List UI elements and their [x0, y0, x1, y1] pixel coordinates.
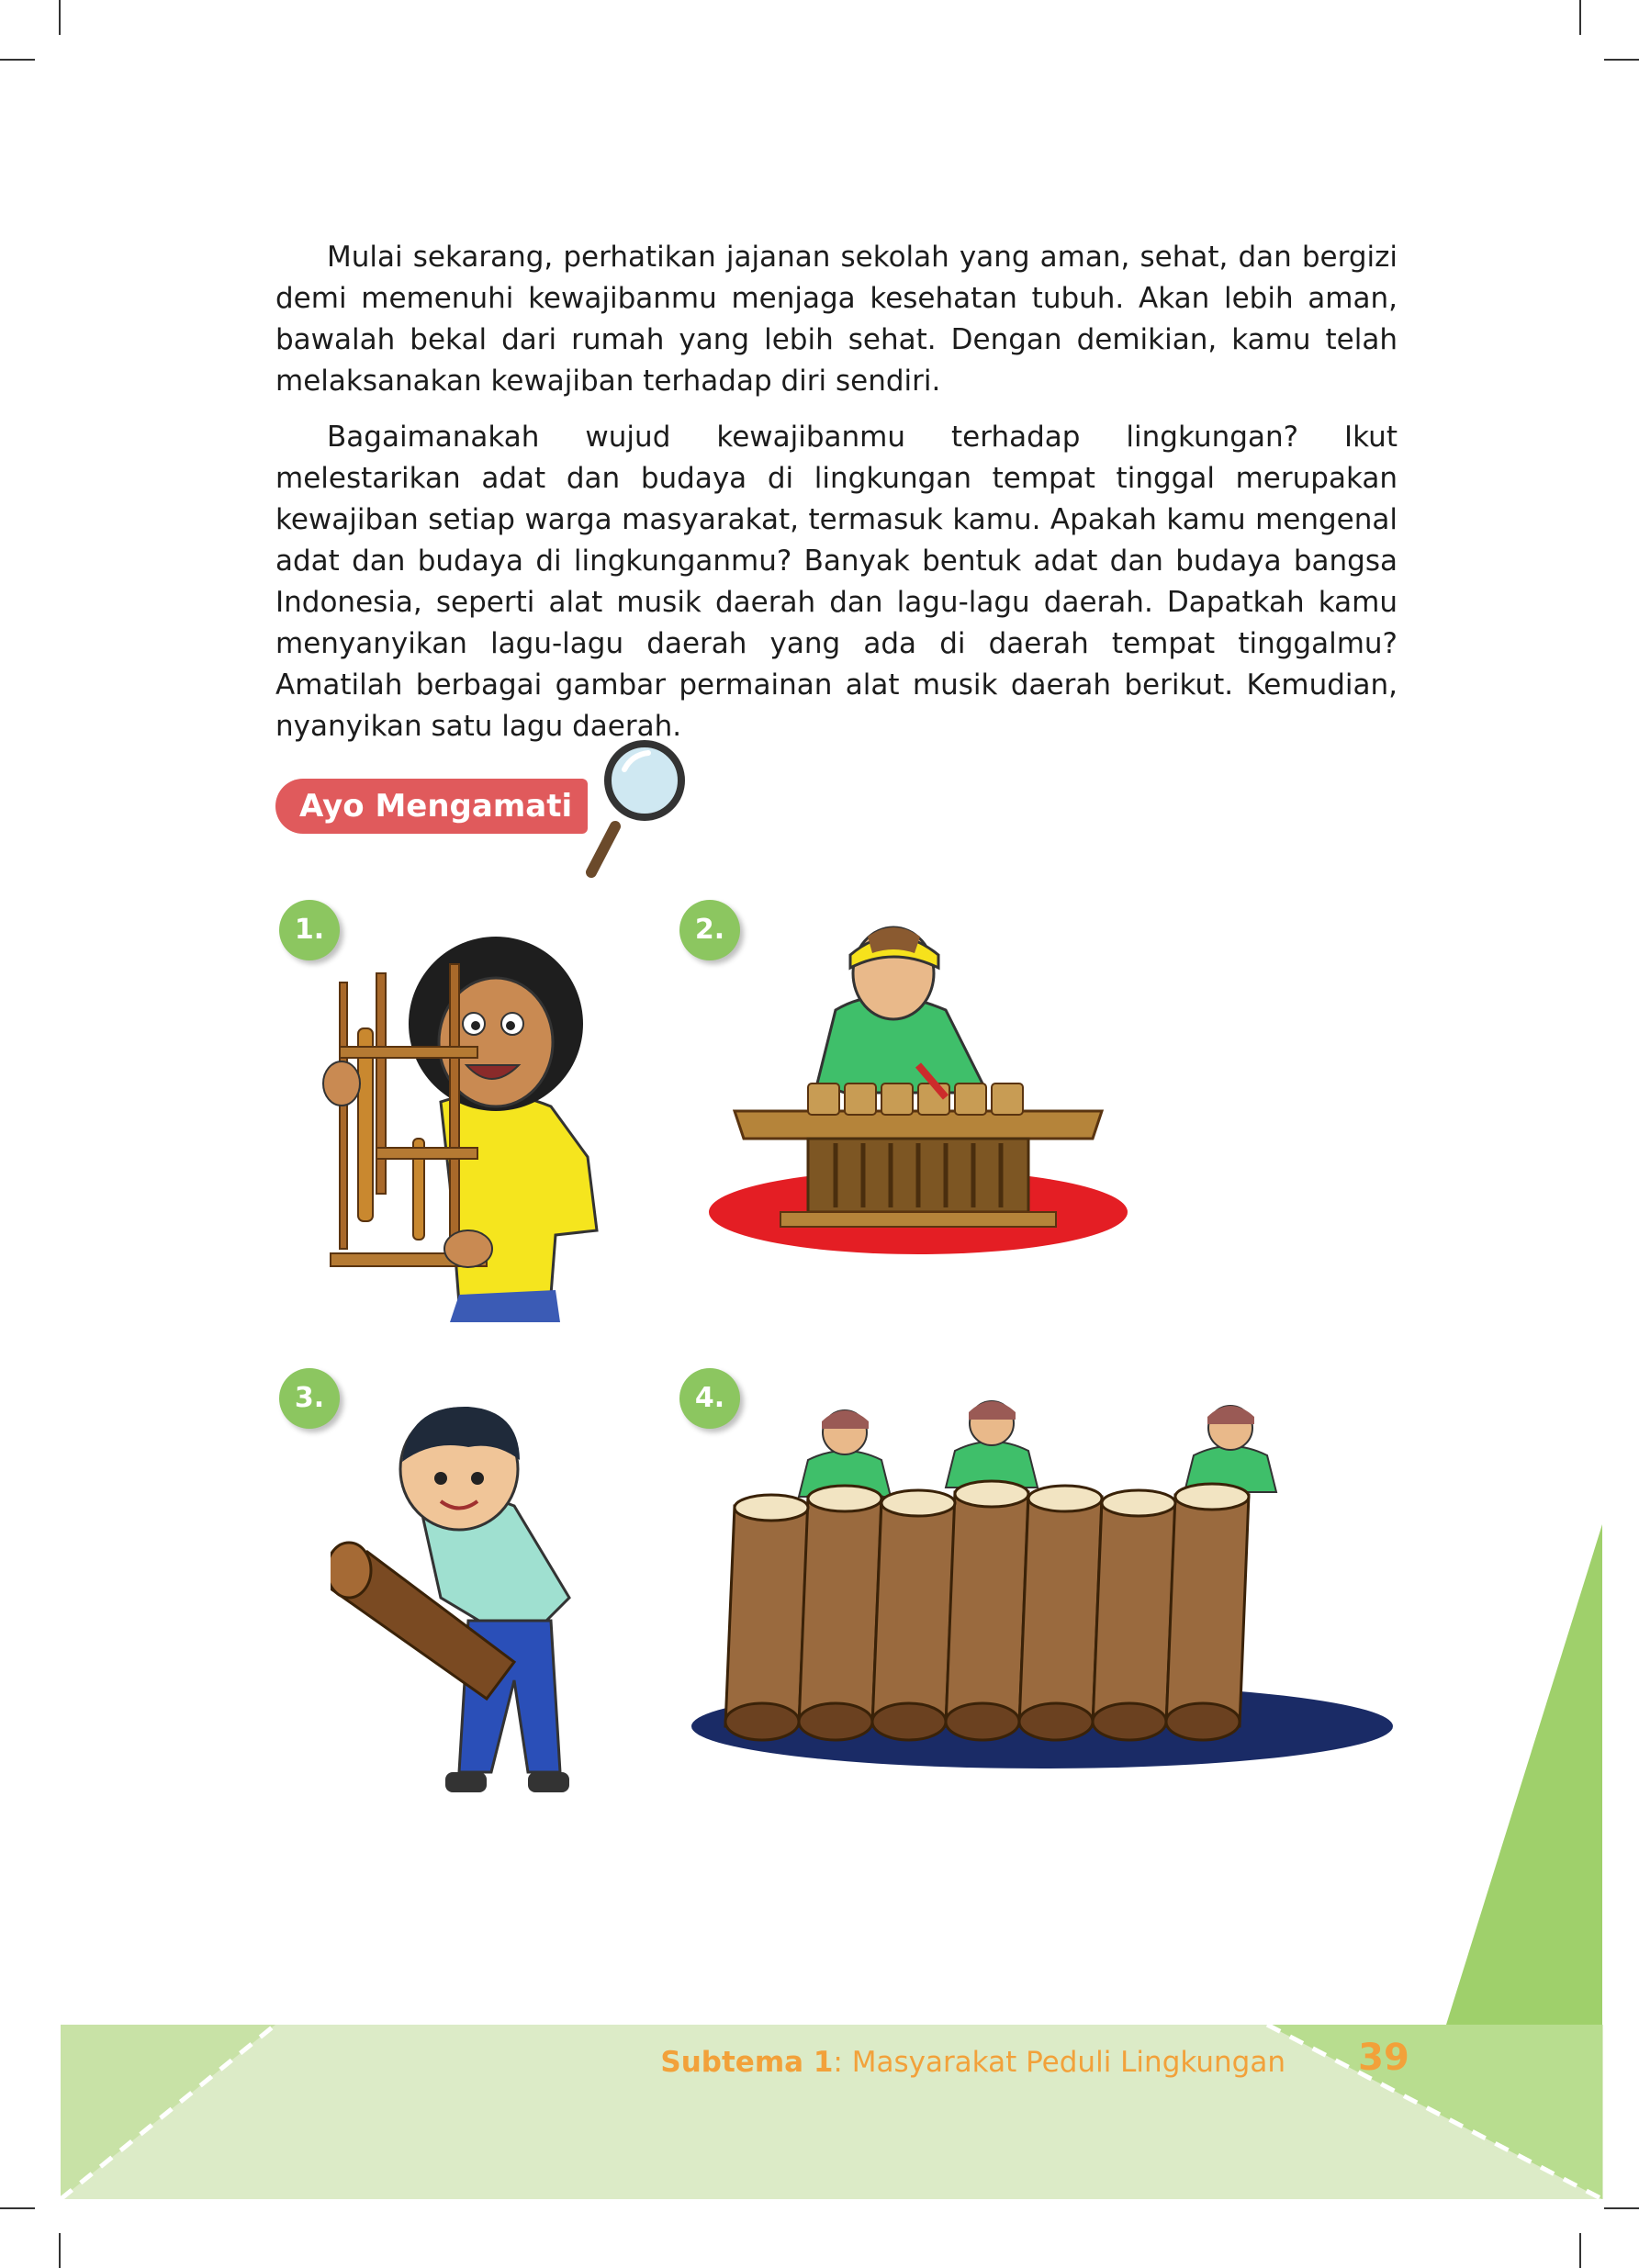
- magnifier-icon: [578, 735, 698, 881]
- illustration-gamelan: [698, 909, 1139, 1258]
- footer-subtema-label: Subtema 1: [660, 2046, 834, 2079]
- illustration-angklung: [321, 927, 606, 1322]
- paragraph-lingkungan: [275, 417, 1398, 747]
- crop-mark: [1579, 0, 1581, 35]
- paragraph-jajanan: [275, 237, 1398, 402]
- crop-mark: [0, 59, 35, 61]
- item-number-4: 4.: [679, 1368, 740, 1429]
- crop-mark: [59, 0, 61, 35]
- footer-subtema-title: : Masyarakat Peduli Lingkungan: [833, 2046, 1285, 2079]
- section-label-ayo-mengamati: Ayo Mengamati: [275, 779, 588, 834]
- crop-mark: [1604, 59, 1639, 61]
- paragraph-text: Mulai sekarang, perhatikan jajanan sekolah yang aman, sehat, dan bergizi demi memenuhi kewajibanmu menjaga kesehatan tubuh. Akan lebih aman, bawalah bekal dari rumah yang lebih sehat. Dengan demikian, kamu telah melaksanakan kewajiban terhadap diri sendiri.: [275, 241, 1398, 398]
- item-number-3: 3.: [279, 1368, 340, 1429]
- item-number-1: 1.: [279, 900, 340, 960]
- paragraph-text: Bagaimanakah wujud kewajibanmu terhadap lingkungan? Ikut melestarikan adat dan budaya di lingkungan tempat tinggal merupakan kewajiban setiap warga masyarakat, termasuk kamu. Apakah kamu mengenal adat dan budaya di lingkunganmu? Banyak bentuk adat dan budaya bangsa Indonesia, seperti alat musik daerah dan lagu-lagu daerah. Dapatkah kamu menyanyikan lagu-lagu daerah yang ada di daerah tempat tinggalmu? Amatilah berbagai gambar permainan alat musik daerah berikut. Kemudian, nyanyikan satu lagu daerah.: [275, 421, 1398, 743]
- item-number-2: 2.: [679, 900, 740, 960]
- footer-decoration: [0, 1524, 1639, 2268]
- page-number: 39: [1358, 2037, 1409, 2079]
- footer-subtema: [643, 2046, 1285, 2079]
